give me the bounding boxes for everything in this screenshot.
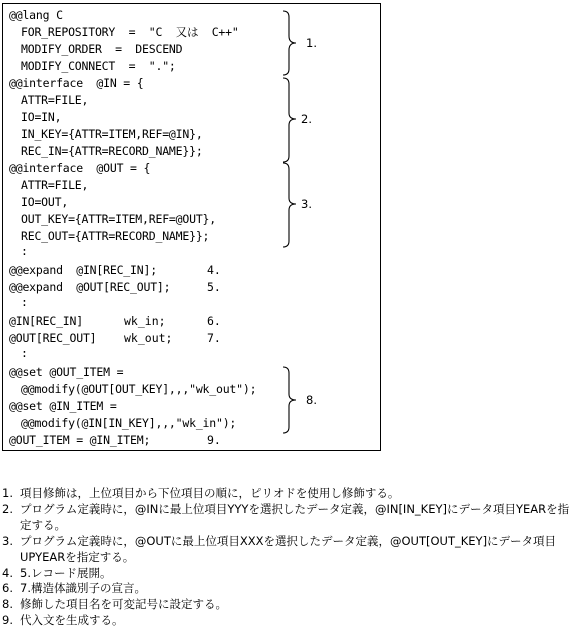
code-line: : [21, 244, 28, 258]
code-line: REC_OUT={ATTR=RECORD_NAME}}; [21, 229, 210, 243]
code-listing-box [2, 3, 381, 451]
note-item [2, 566, 572, 582]
code-line: REC_IN={ATTR=RECORD_NAME}}; [21, 144, 203, 158]
code-var-wk-out: wk_out; [124, 331, 173, 345]
line-marker-7: 7. [207, 331, 221, 345]
code-line: @OUT[REC_OUT] [9, 331, 97, 345]
note-text: プログラム定義時に，@OUTに最上位項目XXXを選択したデータ定義，@OUT[OUT_KEY]にデータ項目UPYEARを指定する。 [20, 533, 557, 564]
code-line: @@set @IN_ITEM = [9, 399, 117, 413]
code-line: ATTR=FILE, [21, 178, 89, 192]
code-line: @@lang C [9, 8, 63, 22]
brace-label-1: 1. [306, 36, 317, 50]
code-line: MODIFY_ORDER = DESCEND [21, 42, 183, 56]
note-text: プログラム定義時に，@INに最上位項目YYYを選択したデータ定義，@IN[IN_KEY]にデータ項目YEARを指定する。 [20, 501, 570, 532]
line-marker-6: 6. [207, 314, 221, 328]
note-number: 9. [2, 613, 13, 628]
code-line: OUT_KEY={ATTR=ITEM,REF=@OUT}, [21, 212, 216, 226]
code-line: IO=IN, [21, 110, 62, 124]
note-number: 4. [2, 565, 13, 580]
line-marker-4: 4. [207, 263, 221, 277]
brace-label-2: 2. [301, 112, 312, 126]
note-text: 5.レコード展開。 [20, 565, 112, 580]
note-number: 3. [2, 533, 13, 548]
note-number: 8. [2, 597, 13, 612]
code-line: MODIFY_CONNECT = "."; [21, 59, 176, 73]
code-line: @@expand @IN[REC_IN]; [9, 263, 157, 277]
note-number: 6. [2, 581, 13, 596]
note-text: 修飾した項目名を可変記号に設定する。 [20, 597, 227, 612]
code-line: @@set @OUT_ITEM = [9, 365, 124, 379]
code-line: @@modify(@IN[IN_KEY],,,"wk_in"); [21, 416, 237, 430]
note-item [2, 597, 572, 613]
note-item [2, 502, 572, 534]
code-line: : [21, 295, 28, 309]
code-line: @IN[REC_IN] [9, 314, 83, 328]
code-line: IN_KEY={ATTR=ITEM,REF=@IN}, [21, 127, 203, 141]
note-item [2, 534, 572, 566]
code-line: @@interface @IN = { [9, 76, 144, 90]
note-item [2, 486, 572, 502]
code-line: ATTR=FILE, [21, 93, 89, 107]
code-line: @OUT_ITEM = @IN_ITEM; [9, 433, 151, 447]
code-line: @@expand @OUT[REC_OUT]; [9, 280, 171, 294]
note-text: 代入文を生成する。 [20, 613, 124, 628]
code-line: : [21, 346, 28, 360]
code-line: IO=OUT, [21, 195, 69, 209]
code-var-wk-in: wk_in; [124, 314, 166, 328]
code-line: @@modify(@OUT[OUT_KEY],,,"wk_out"); [21, 382, 257, 396]
note-text: 項目修飾は，上位項目から下位項目の順に，ピリオドを使用し修飾する。 [20, 486, 400, 500]
note-text: 7.構造体識別子の宣言。 [20, 581, 146, 596]
code-line: FOR_REPOSITORY = "C 又は C++" [21, 25, 239, 39]
code-line: @@interface @OUT = { [9, 161, 151, 175]
brace-label-3: 3. [301, 197, 312, 211]
line-marker-9: 9. [207, 433, 221, 447]
brace-label-8: 8. [306, 393, 317, 407]
notes-list [2, 486, 572, 629]
note-item [2, 613, 572, 629]
note-item [2, 581, 572, 597]
note-number: 1. [2, 486, 13, 500]
line-marker-5: 5. [207, 280, 221, 294]
note-number: 2. [2, 501, 13, 516]
